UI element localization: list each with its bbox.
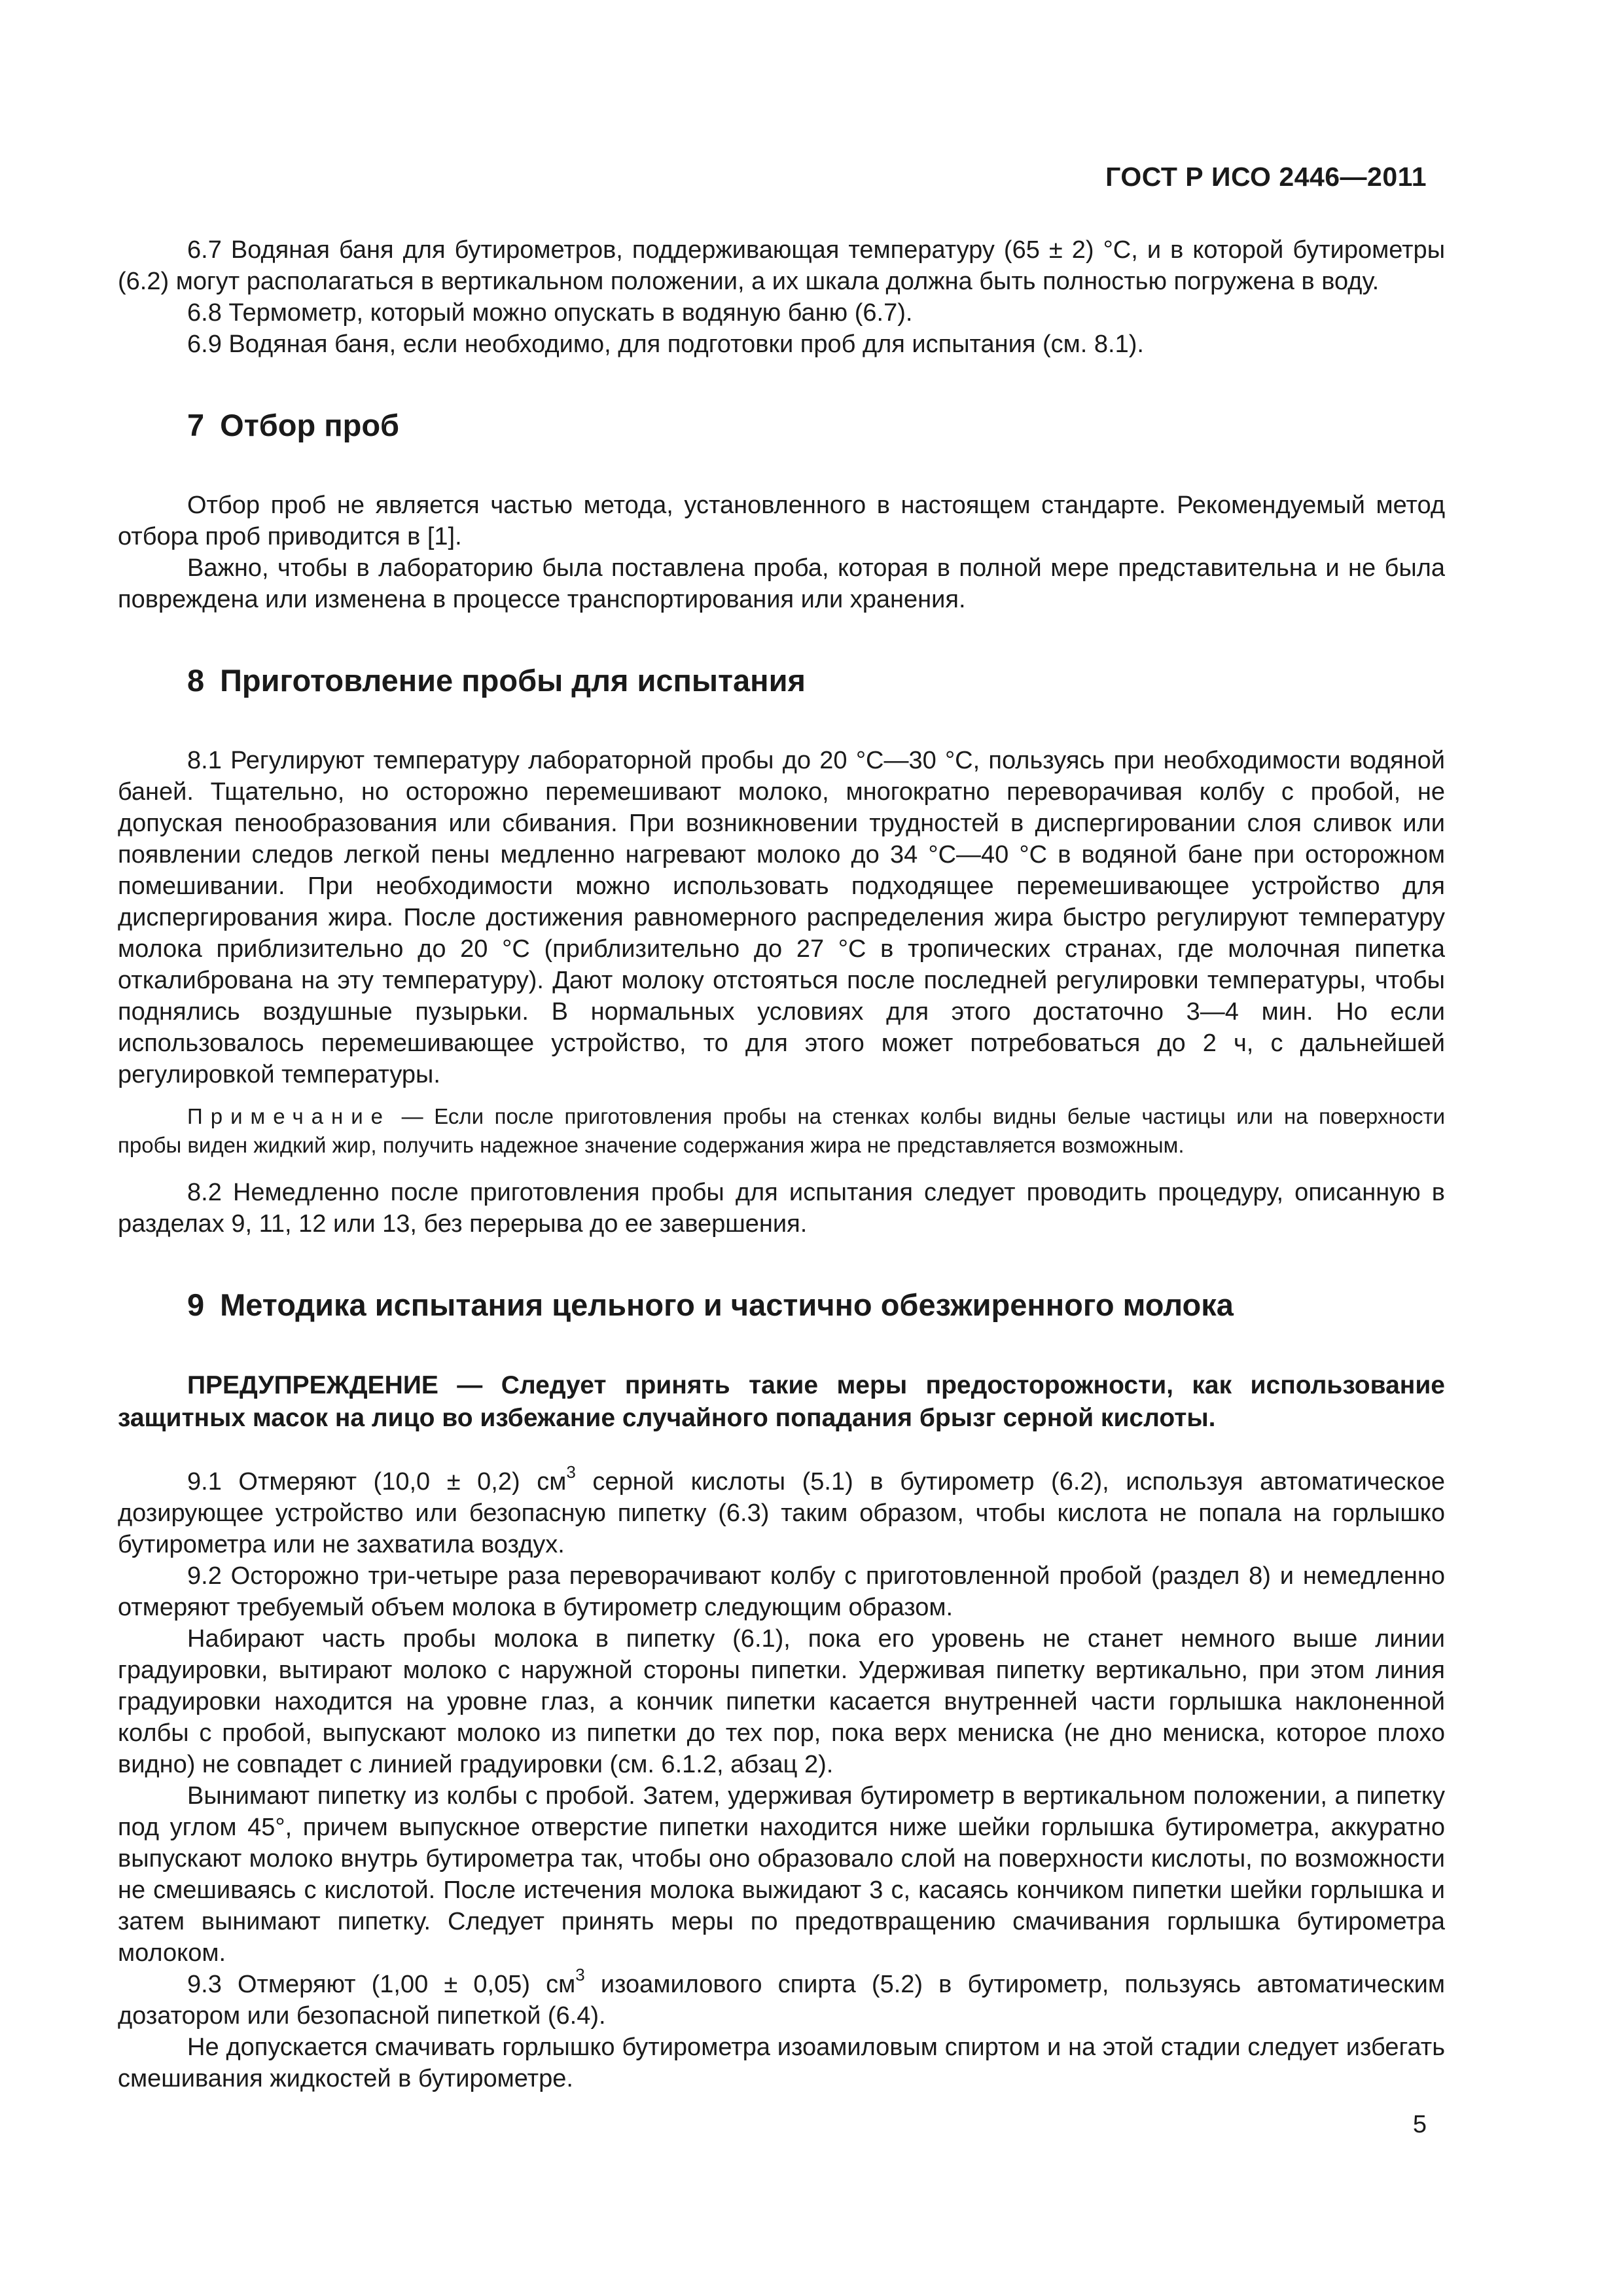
superscript: 3 — [575, 1965, 585, 1985]
document-body — [118, 234, 1445, 2094]
warning-text: ПРЕДУПРЕЖДЕНИЕ — Следует принять такие меры предосторожности, как использование защитных масок на лицо во избежание случайного попадания брызг серной кислоты. — [118, 1371, 1445, 1432]
note-text: — Если после приготовления пробы на стенках колбы видны белые частицы или на поверхности пробы виден жидкий жир, получить надежное значение содержания жира не представляется возможным. — [118, 1104, 1445, 1157]
section-8-heading — [118, 662, 1445, 699]
paragraph-9-2: 9.2 Осторожно три-четыре раза переворачивают колбу с приготовленной пробой (раздел 8) и немедленно отмеряют требуемый объем молока в бутирометр следующим образом. — [118, 1562, 1445, 1621]
paragraph-text: изоамилового спирта (5.2) в бутирометр, пользуясь автоматическим дозатором или безопасной пипеткой (6.4). — [118, 1971, 1445, 2030]
section-7-heading — [118, 407, 1445, 444]
section-7-paragraph: Важно, чтобы в лабораторию была поставлена проба, которая в полной мере представительна и не была повреждена или изменена в процессе транспортирования или хранения. — [118, 554, 1445, 613]
section-number: 7 — [187, 408, 205, 442]
section-title: Приготовление пробы для испытания — [220, 663, 806, 698]
section-number: 8 — [187, 663, 205, 698]
superscript: 3 — [566, 1462, 576, 1482]
section-7-paragraph: Отбор проб не является частью метода, установленного в настоящем стандарте. Рекомендуемый метод отбора проб приводится в [1]. — [118, 492, 1445, 550]
paragraph-8-1: 8.1 Регулируют температуру лабораторной пробы до 20 °С—30 °С, пользуясь при необходимости водяной баней. Тщательно, но осторожно перемешивают молоко, многократно переворачивая колбу с пробой, не допуская пенообразования или сбивания. При возникновении трудностей в диспергировании слоя сливок или появлении следов легкой пены медленно нагревают молоко до 34 °С—40 °С в водяной бане при осторожном помешивании. При необходимости можно использовать подходящее перемешивающее устройство для диспергирования жира. После достижения равномерного распределения жира быстро регулируют температуру молока приблизительно до 20 °С (приблизительно до 27 °С в тропических странах, где молочная пипетка откалибрована на эту температуру). Дают молоку отстояться после последней регулировки температуры, чтобы поднялись воздушные пузырьки. В нормальных условиях для этого достаточно 3—4 мин. Но если использовалось перемешивающее устройство, то для этого может потребоваться до 2 ч, с дальнейшей регулировкой температуры. — [118, 747, 1445, 1088]
paragraph-9-1 — [118, 1462, 1446, 1560]
paragraph-9-3-c: Не допускается смачивать горлышко бутирометра изоамиловым спиртом и на этой стадии следует избегать смешивания жидкостей в бутирометре. — [118, 2034, 1445, 2092]
paragraph-6-8: 6.8 Термометр, который можно опускать в водяную баню (6.7). — [187, 299, 913, 327]
paragraph-9-2-b: Вынимают пипетку из колбы с пробой. Затем, удерживая бутирометр в вертикальном положении, а пипетку под углом 45°, причем выпускное отверстие пипетки находится ниже шейки горлышка бутирометра, аккуратно выпускают молоко внутрь бутирометра так, чтобы оно образовало слой на поверхности кислоты, по возможности не смешиваясь с кислотой. После истечения молока выжидают 3 с, касаясь кончиком пипетки шейки горлышка и затем вынимают пипетку. Следует принять меры по предотвращению смачивания горлышка бутирометра молоком. — [118, 1782, 1445, 1967]
section-9-heading — [118, 1287, 1445, 1323]
paragraph-6-9: 6.9 Водяная баня, если необходимо, для подготовки проб для испытания (см. 8.1). — [187, 331, 1144, 358]
paragraph-9-2-a: Набирают часть пробы молока в пипетку (6.1), пока его уровень не станет немного выше линии градуировки, вытирают молоко с наружной стороны пипетки. Удерживая пипетку вертикально, при этом линия градуировки находится на уровне глаз, а кончик пипетки касается внутренней части горлышка наклоненной колбы с пробой, выпускают молоко из пипетки до тех пор, пока верх мениска (не дно мениска, которое плохо видно) не совпадет с линией градуировки (см. 6.1.2, абзац 2). — [118, 1625, 1445, 1778]
paragraph-9-3 — [118, 1965, 1445, 2032]
paragraph-text: 9.3 Отмеряют (1,00 ± 0,05) см — [187, 1971, 576, 1998]
paragraph-text: серной кислоты (5.1) в бутирометр (6.2), используя автоматическое дозирующее устройство или безопасную пипетку (6.3) таким образом, чтобы кислота не попала на горлышко бутирометра или не захватила воздух. — [118, 1468, 1446, 1558]
paragraph-8-2: 8.2 Немедленно после приготовления пробы для испытания следует проводить процедуру, описанную в разделах 9, 11, 12 или 13, без перерыва до ее завершения. — [118, 1179, 1445, 1238]
paragraph-text: 9.1 Отмеряют (10,0 ± 0,2) см — [187, 1468, 567, 1496]
note — [118, 1102, 1445, 1160]
document-header: ГОСТ Р ИСО 2446—2011 — [1105, 162, 1427, 192]
section-number: 9 — [187, 1287, 205, 1322]
paragraph-6-7: 6.7 Водяная баня для бутирометров, поддерживающая температуру (65 ± 2) °С, и в которой бутирометры (6.2) могут располагаться в вертикальном положении, а их шкала должна быть полностью погружена в воду. — [118, 236, 1445, 295]
section-title: Отбор проб — [220, 408, 400, 442]
section-title: Методика испытания цельного и частично обезжиренного молока — [220, 1287, 1234, 1322]
page-number: 5 — [1412, 2111, 1427, 2138]
note-label: Примечание — [187, 1104, 391, 1128]
